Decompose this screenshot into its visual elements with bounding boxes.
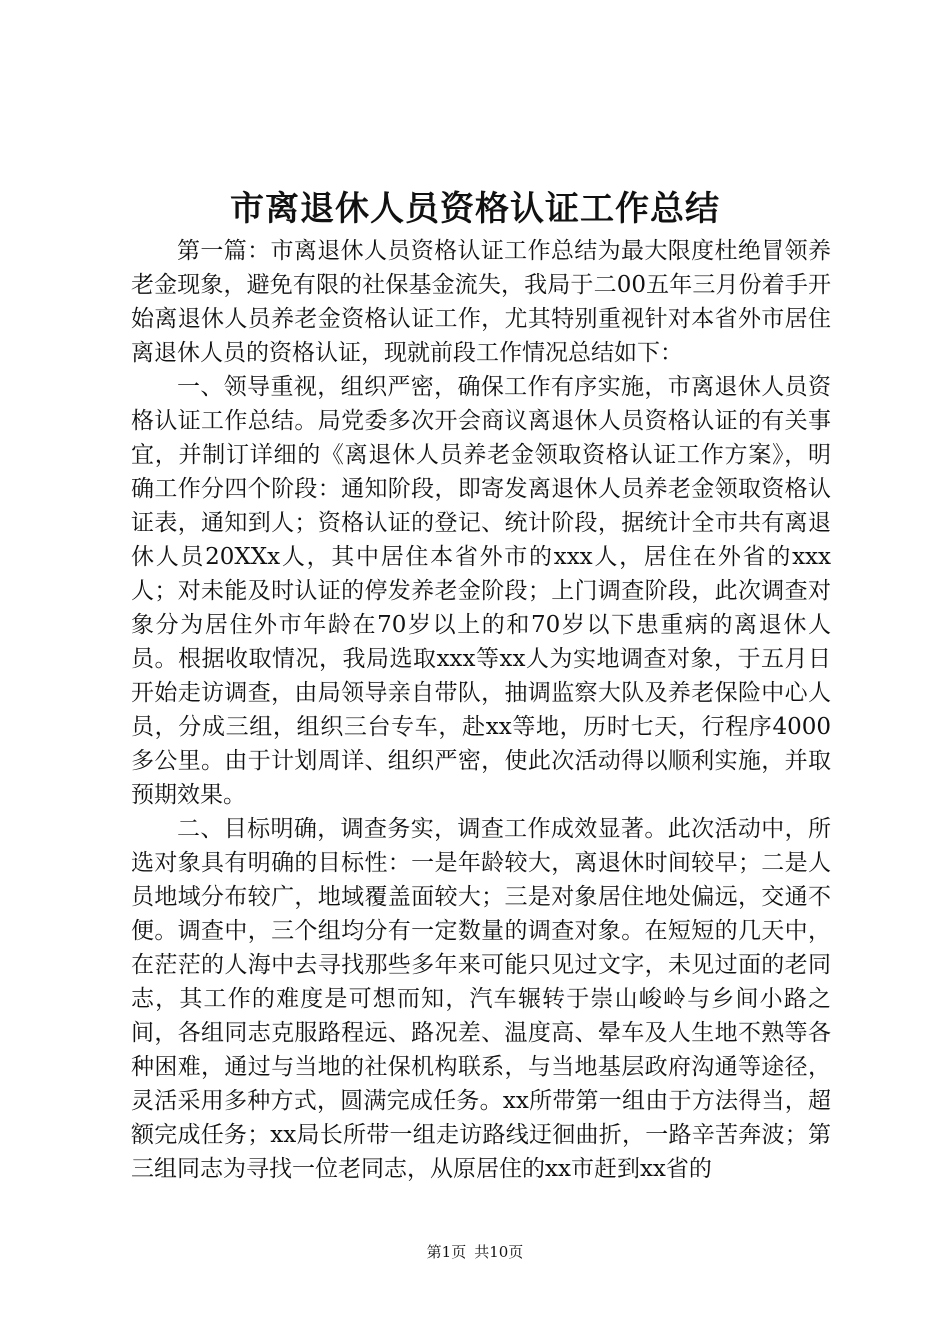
- page-total: 共10页: [474, 1243, 524, 1261]
- page-footer: [0, 1241, 950, 1263]
- paragraph-section-two: 二、目标明确，调查务实，调查工作成效显著。此次活动中，所选对象具有明确的目标性：一是年龄较大，离退休时间较早；二是人员地域分布较广，地域覆盖面较大；三是对象居住地处偏远，交通不便。调查中，三个组均分有一定数量的调查对象。在短短的几天中，在茫茫的人海中去寻找那些多年来可能只见过文字，未见过面的老同志，其工作的难度是可想而知，汽车辗转于崇山峻岭与乡间小路之间，各组同志克服路程远、路况差、温度高、晕车及人生地不熟等各种困难，通过与当地的社保机构联系，与当地基层政府沟通等途径，灵活采用多种方式，圆满完成任务。xx所带第一组由于方法得当，超额完成任务；xx局长所带一组走访路线迂徊曲折，一路辛苦奔波；第三组同志为寻找一位老同志，从原居住的xx市赶到xx省的: [131, 816, 831, 1182]
- page-number: 第1页: [426, 1243, 467, 1261]
- page-title: 市离退休人员资格认证工作总结: [230, 189, 720, 229]
- paragraph-section-one: 一、领导重视，组织严密，确保工作有序实施，市离退休人员资格认证工作总结。局党委多次开会商议离退休人员资格认证的有关事宜，并制订详细的《离退休人员养老金领取资格认证工作方案》，明确工作分四个阶段：通知阶段，即寄发离退休人员养老金领取资格认证表，通知到人；资格认证的登记、统计阶段，据统计全市共有离退休人员20XXx人，其中居住本省外市的xxx人，居住在外省的xxx人；对未能及时认证的停发养老金阶段；上门调查阶段，此次调查对象分为居住外市年龄在70岁以上的和70岁以下患重病的离退休人员。根据收取情况，我局选取xxx等xx人为实地调查对象，于五月日开始走访调查，由局领导亲自带队，抽调监察大队及养老保险中心人员，分成三组，组织三台专车，赴xx等地，历时七天，行程序4000多公里。由于计划周详、组织严密，使此次活动得以顺利实施，并取预期效果。: [131, 374, 831, 808]
- paragraph-intro: 第一篇：市离退休人员资格认证工作总结为最大限度杜绝冒领养老金现象，避免有限的社保基金流失，我局于二00五年三月份着手开始离退休人员养老金资格认证工作，尤其特别重视针对本省外市居住离退休人员的资格认证，现就前段工作情况总结如下：: [131, 238, 831, 366]
- document-body: [131, 234, 831, 1186]
